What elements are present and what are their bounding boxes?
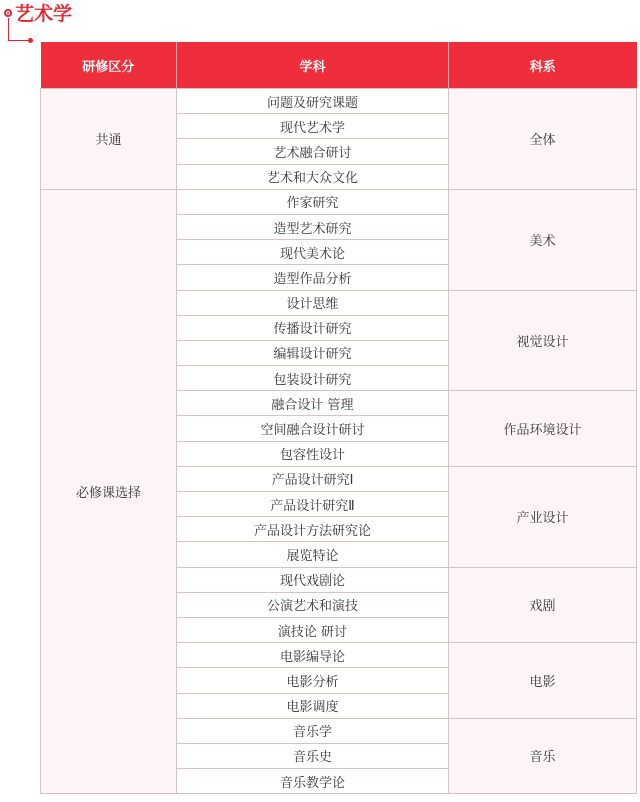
subject-cell: 造型艺术研究 [177, 214, 449, 239]
subject-cell: 造型作品分析 [177, 265, 449, 290]
table-row [41, 189, 637, 214]
subject-cell: 设计思维 [177, 290, 449, 315]
subject-cell: 产品设计研究Ⅰ [177, 466, 449, 491]
section-title: 艺术学 [15, 3, 73, 25]
subject-cell: 问题及研究课题 [177, 89, 449, 114]
table-body [41, 89, 637, 794]
subject-cell: 艺术融合研讨 [177, 139, 449, 164]
subject-cell: 现代戏剧论 [177, 567, 449, 592]
bracket-dot-icon [28, 38, 33, 43]
bullet-ring-icon [4, 9, 12, 17]
header-category: 研修区分 [41, 42, 177, 89]
subject-cell: 音乐教学论 [177, 769, 449, 794]
department-cell: 电影 [449, 643, 637, 719]
department-cell: 作品环境设计 [449, 391, 637, 467]
subject-cell: 作家研究 [177, 189, 449, 214]
department-cell: 音乐 [449, 718, 637, 794]
subject-cell: 公演艺术和演技 [177, 592, 449, 617]
department-cell: 视觉设计 [449, 290, 637, 391]
subject-cell: 传播设计研究 [177, 315, 449, 340]
curriculum-table [40, 42, 637, 794]
table-header [41, 42, 637, 89]
subject-cell: 电影编导论 [177, 643, 449, 668]
subject-cell: 现代艺术学 [177, 114, 449, 139]
subject-cell: 艺术和大众文化 [177, 164, 449, 189]
subject-cell: 现代美术论 [177, 240, 449, 265]
header-department: 科系 [449, 42, 637, 89]
subject-cell: 包装设计研究 [177, 366, 449, 391]
subject-cell: 融合设计 管理 [177, 391, 449, 416]
department-cell: 美术 [449, 189, 637, 290]
subject-cell: 电影分析 [177, 668, 449, 693]
subject-cell: 展览特论 [177, 542, 449, 567]
subject-cell: 产品设计方法研究论 [177, 517, 449, 542]
subject-cell: 音乐学 [177, 718, 449, 743]
department-cell: 产业设计 [449, 466, 637, 567]
subject-cell: 音乐史 [177, 743, 449, 768]
section-title-block [0, 0, 640, 44]
category-cell: 必修课选择 [41, 189, 177, 794]
subject-cell: 电影调度 [177, 693, 449, 718]
subject-cell: 演技论 研讨 [177, 617, 449, 642]
subject-cell: 包容性设计 [177, 441, 449, 466]
subject-cell: 空间融合设计研讨 [177, 416, 449, 441]
subject-cell: 编辑设计研究 [177, 340, 449, 365]
title-bracket-decoration [8, 18, 30, 41]
table-row [41, 89, 637, 114]
department-cell: 全体 [449, 89, 637, 190]
subject-cell: 产品设计研究Ⅱ [177, 492, 449, 517]
department-cell: 戏剧 [449, 567, 637, 643]
category-cell: 共通 [41, 89, 177, 190]
header-subject: 学科 [177, 42, 449, 89]
